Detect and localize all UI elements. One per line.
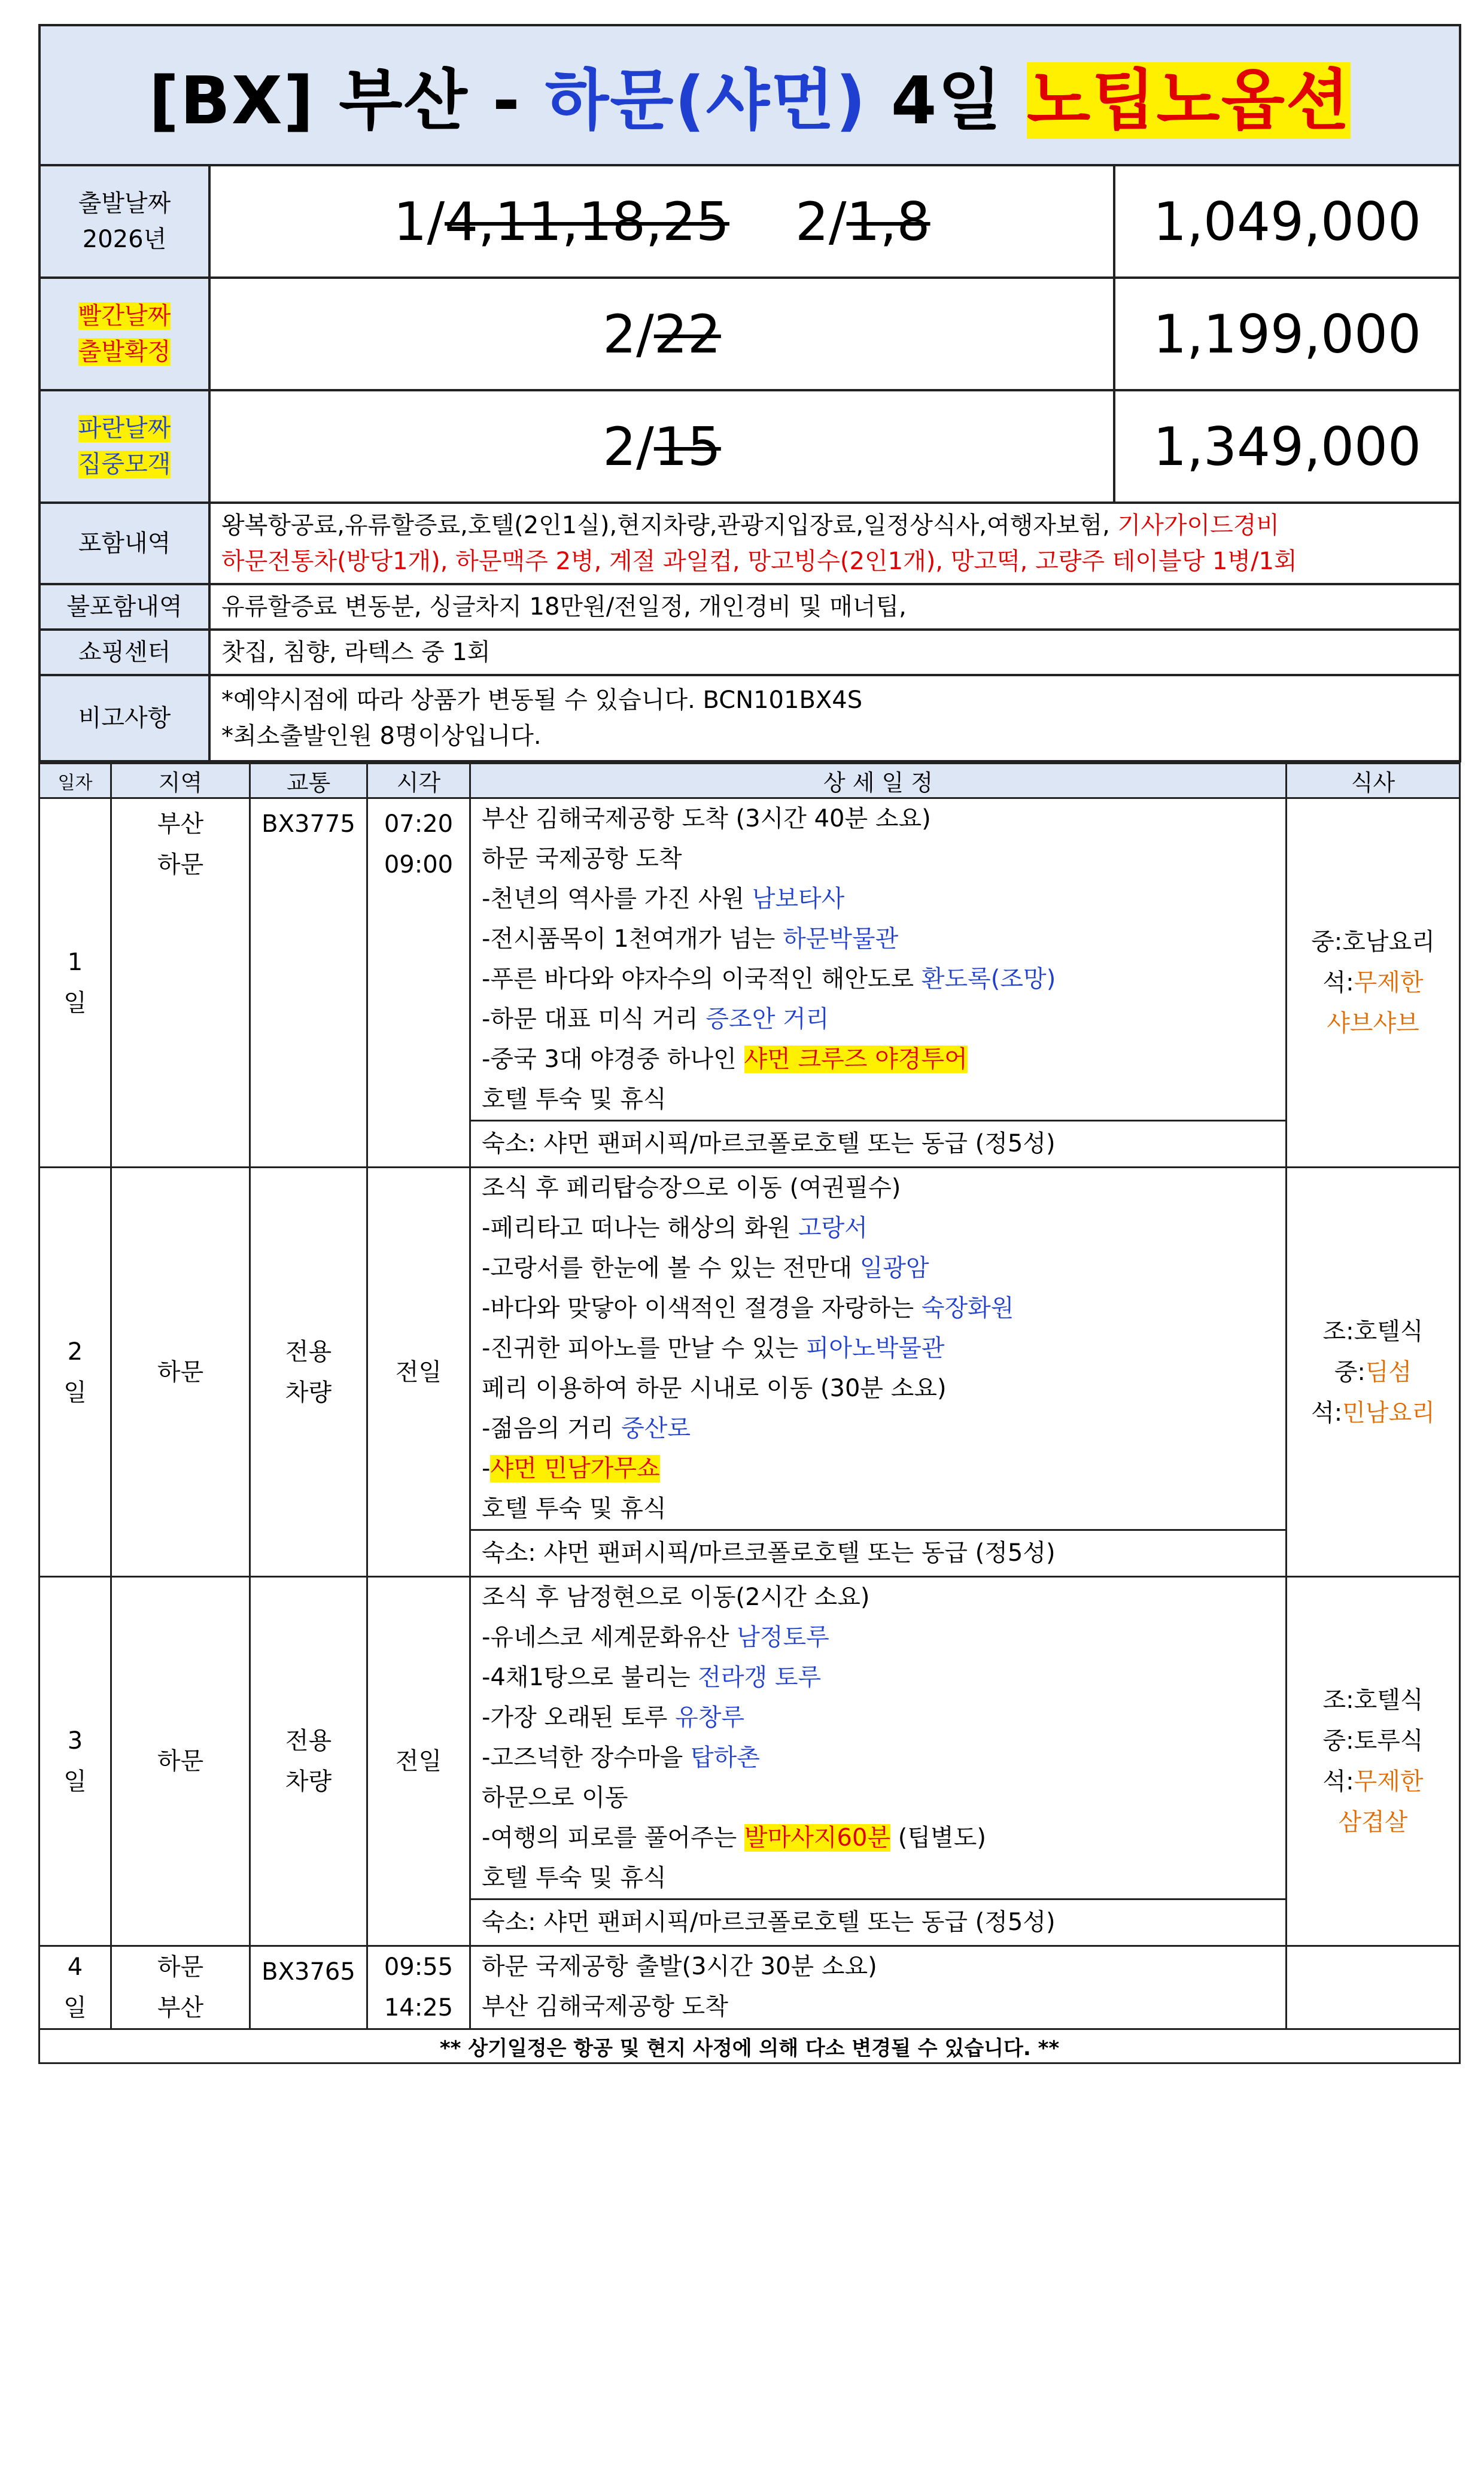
day-meals: 조:호텔식 중:토루식 석:무제한 삼겹살	[1287, 1577, 1460, 1946]
day-region: 하문	[111, 1168, 250, 1577]
schedule-line: -중국 3대 야경중 하나인 샤먼 크루즈 야경투어	[482, 1045, 968, 1073]
shopping-label: 쇼핑센터	[39, 630, 209, 675]
schedule-line: -여행의 피로를 풀어주는 발마사지60분 (팁별도)	[482, 1824, 986, 1852]
price-row-2: 1,199,000	[1114, 278, 1460, 390]
schedule-line: -고랑서를 한눈에 볼 수 있는 전만대 일광암	[482, 1254, 929, 1282]
day-region: 부산 하문	[111, 798, 250, 1168]
hotel-info: 숙소: 샤먼 팬퍼시픽/마르코폴로호텔 또는 동급 (정5성)	[471, 1120, 1285, 1166]
date-month: 1/	[393, 190, 445, 253]
day-time: 07:20 09:00	[367, 798, 470, 1168]
day-time: 09:55 14:25	[367, 1946, 470, 2029]
blue-note-line-1: 파란날짜	[78, 415, 171, 442]
schedule-line: -진귀한 피아노를 만날 수 있는 피아노박물관	[482, 1335, 945, 1362]
excluded-label: 불포함내역	[39, 584, 209, 630]
header-transport: 교통	[250, 764, 367, 798]
schedule-line: -페리타고 떠나는 해상의 화원 고랑서	[482, 1214, 868, 1242]
day-time: 전일	[367, 1168, 470, 1577]
header-day: 일자	[39, 764, 111, 798]
shopping-items: 찻집, 침향, 라텍스 중 1회	[209, 630, 1460, 675]
day-time: 전일	[367, 1577, 470, 1946]
included-text-red: 하문전통차(방당1개), 하문맥주 2병, 계절 과일컵, 망고빙수(2인1개), 망고떡, 고량주 테이블당 1병/1회	[221, 548, 1297, 575]
blue-date-note	[39, 390, 209, 503]
schedule-line: -젊음의 거리 중산로	[482, 1415, 691, 1442]
schedule-line: -바다와 맞닿아 이색적인 절경을 자랑하는 숙장화원	[482, 1294, 1014, 1322]
included-text-red: 기사가이드경비	[1117, 512, 1280, 539]
day-meals: 조:호텔식 중:딤섬 석:민남요리	[1287, 1168, 1460, 1577]
title-destination: 하문(샤먼)	[545, 62, 867, 139]
price-row-3: 1,349,000	[1114, 390, 1460, 503]
date-days-closed: 22	[653, 303, 721, 365]
included-label: 포함내역	[39, 503, 209, 584]
day-transport: 전용 차량	[250, 1577, 367, 1946]
itinerary-day-1	[39, 798, 1460, 1168]
day-meals	[1287, 1946, 1460, 2029]
departure-dates-row-3	[209, 390, 1114, 503]
red-note-line-1: 빨간날짜	[78, 302, 171, 330]
excluded-items: 유류할증료 변동분, 싱글차지 18만원/전일정, 개인경비 및 매너팁,	[209, 584, 1460, 630]
hotel-info: 숙소: 샤먼 팬퍼시픽/마르코폴로호텔 또는 동급 (정5성)	[471, 1529, 1285, 1576]
day-transport: BX3775	[250, 798, 367, 1168]
red-note-line-2: 출발확정	[78, 338, 171, 366]
header-region: 지역	[111, 764, 250, 798]
header-detail: 상 세 일 정	[470, 764, 1287, 798]
page-title	[39, 25, 1460, 165]
schedule-line: -고즈넉한 장수마을 탑하촌	[482, 1744, 760, 1771]
departure-year: 2026년	[82, 226, 167, 253]
schedule-line: -4채1탕으로 불리는 전라갱 토루	[482, 1664, 822, 1691]
date-month: 2/	[603, 415, 654, 478]
schedule-line: -샤먼 민남가무쇼	[482, 1455, 660, 1482]
date-days-closed: 15	[653, 415, 721, 478]
itinerary-day-3	[39, 1577, 1460, 1946]
schedule-line: 조식 후 페리탑승장으로 이동 (여권필수)	[482, 1174, 901, 1202]
schedule-line: 하문 국제공항 도착	[482, 845, 682, 873]
schedule-line: -하문 대표 미식 거리 증조안 거리	[482, 1005, 829, 1033]
note-line: *최소출발인원 8명이상입니다.	[221, 722, 542, 750]
schedule-line: 페리 이용하여 하문 시내로 이동 (30분 소요)	[482, 1375, 947, 1402]
day-number: 4 일	[39, 1946, 111, 2029]
day-detail	[470, 798, 1287, 1168]
schedule-line: 호텔 투숙 및 휴식	[482, 1495, 667, 1522]
included-items	[209, 503, 1460, 584]
day-meals: 중:호남요리 석:무제한 샤브샤브	[1287, 798, 1460, 1168]
day-number: 1 일	[39, 798, 111, 1168]
departure-dates-row-1	[209, 165, 1114, 278]
day-region: 하문 부산	[111, 1946, 250, 2029]
itinerary-day-4	[39, 1946, 1460, 2029]
day-number: 2 일	[39, 1168, 111, 1577]
notes	[209, 675, 1460, 761]
day-detail	[470, 1946, 1287, 2029]
schedule-line: 호텔 투숙 및 휴식	[482, 1864, 667, 1892]
schedule-line: 하문 국제공항 출발(3시간 30분 소요)	[482, 1953, 877, 1980]
schedule-line: 호텔 투숙 및 휴식	[482, 1086, 667, 1113]
title-badge: 노팁노옵션	[1026, 62, 1351, 139]
header-meal: 식사	[1287, 764, 1460, 798]
blue-note-line-2: 집중모객	[78, 451, 171, 478]
day-region: 하문	[111, 1577, 250, 1946]
notes-label: 비고사항	[39, 675, 209, 761]
schedule-line: 부산 김해국제공항 도착	[482, 1993, 728, 2020]
schedule-line: -전시품목이 1천여개가 넘는 하문박물관	[482, 925, 899, 953]
schedule-line: 조식 후 남정현으로 이동(2시간 소요)	[482, 1584, 870, 1611]
title-prefix: [BX] 부산 -	[148, 62, 545, 139]
day-detail	[470, 1168, 1287, 1577]
day-transport: 전용 차량	[250, 1168, 367, 1577]
included-text: 왕복항공료,유류할증료,호텔(2인1실),현지차량,관광지입장료,일정상식사,여행자보험,	[221, 512, 1118, 539]
tour-brochure	[38, 24, 1459, 2064]
title-days: 4일	[866, 62, 1027, 139]
date-month: 2/	[795, 190, 847, 253]
hotel-info: 숙소: 샤먼 팬퍼시픽/마르코폴로호텔 또는 동급 (정5성)	[471, 1898, 1285, 1945]
date-days-closed: 4,11,18,25	[445, 190, 729, 253]
day-number: 3 일	[39, 1577, 111, 1946]
date-days-closed: 1,8	[846, 190, 930, 253]
itinerary-day-2	[39, 1168, 1460, 1577]
departure-label-text: 출발날짜	[78, 190, 171, 217]
departure-label	[39, 165, 209, 278]
day-transport: BX3765	[250, 1946, 367, 2029]
schedule-line: -천년의 역사를 가진 사원 남보타사	[482, 885, 845, 913]
departure-dates-row-2	[209, 278, 1114, 390]
note-line: *예약시점에 따라 상품가 변동될 수 있습니다. BCN101BX4S	[221, 686, 863, 714]
day-detail	[470, 1577, 1287, 1946]
info-table	[38, 24, 1461, 762]
header-time: 시각	[367, 764, 470, 798]
schedule-line: -가장 오래된 토루 유창루	[482, 1704, 744, 1731]
schedule-line: -유네스코 세계문화유산 남정토루	[482, 1624, 829, 1651]
itinerary-table	[38, 762, 1461, 2064]
schedule-line: 부산 김해국제공항 도착 (3시간 40분 소요)	[482, 805, 931, 832]
date-month: 2/	[603, 303, 654, 365]
schedule-line: 하문으로 이동	[482, 1784, 628, 1812]
red-date-note	[39, 278, 209, 390]
schedule-line: -푸른 바다와 야자수의 이국적인 해안도로 환도록(조망)	[482, 965, 1056, 993]
footer-note: ** 상기일정은 항공 및 현지 사정에 의해 다소 변경될 수 있습니다. **	[39, 2029, 1460, 2063]
price-row-1: 1,049,000	[1114, 165, 1460, 278]
